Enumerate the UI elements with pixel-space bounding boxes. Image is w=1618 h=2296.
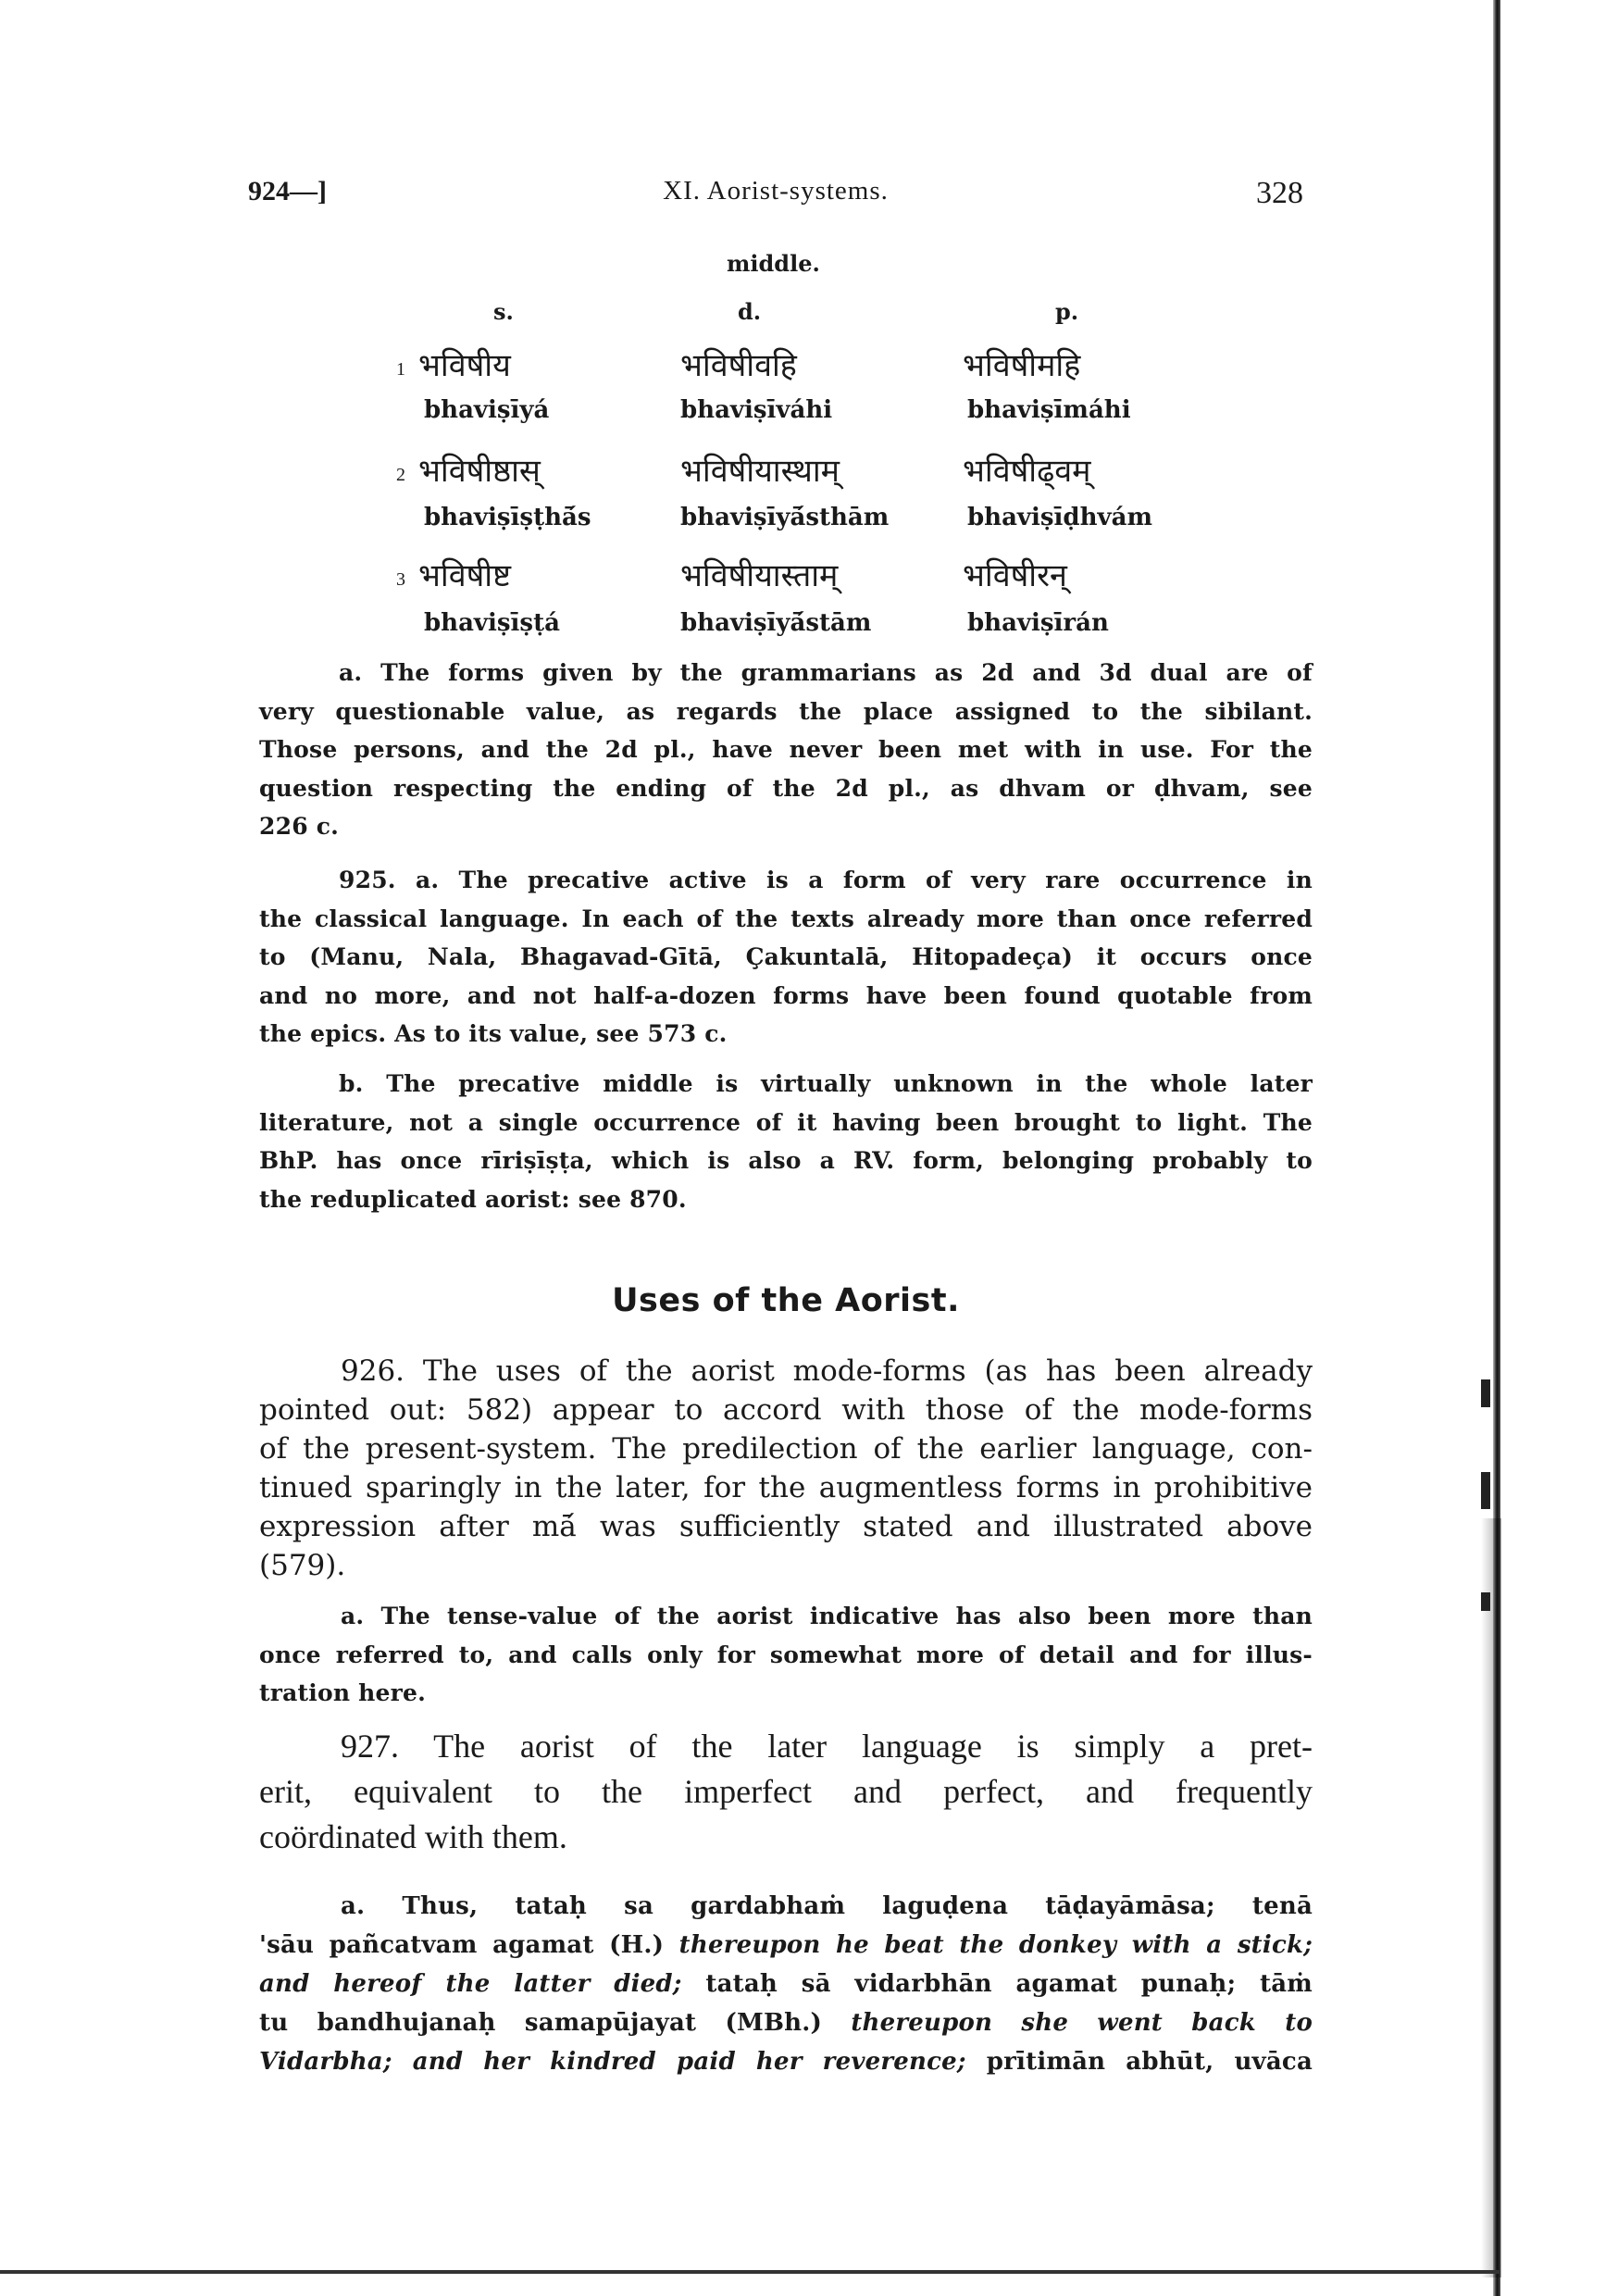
- text-line: the epics. As to its value, see 573 c.: [259, 1020, 728, 1047]
- text-line: once referred to, and calls only for somewhat more of detail and for illus-: [259, 1641, 1313, 1668]
- paradigm-table: [380, 250, 1213, 648]
- text-line: [259, 1926, 1313, 1965]
- edge-mark: [1481, 1592, 1490, 1611]
- sanskrit-text: 'sāu pañcatvam agamat (H.): [259, 1931, 665, 1959]
- transliteration: bhaviṣīyā́sthām: [680, 504, 890, 531]
- person-number: 2: [396, 465, 405, 485]
- page-edge-shadow: [1481, 1518, 1501, 2277]
- text-line: the classical language. In each of the texts already more than once referred: [259, 905, 1313, 932]
- text-line: a. Thus, tataḥ sa gardabhaṁ laguḍena tāḍayāmāsa; tenā: [341, 1892, 1313, 1920]
- text-line: (579).: [259, 1549, 346, 1582]
- translation-text: thereupon she went back to: [851, 2009, 1313, 2037]
- text-line: b. The precative middle is virtually unknown in the whole later: [339, 1070, 1313, 1097]
- text-line: very questionable value, as regards the place assigned to the sibilant.: [259, 697, 1313, 725]
- page-edge-bottom: [0, 2270, 1500, 2274]
- text-line: BhP. has once rīriṣīṣṭa, which is also a RV. form, belonging probably to: [259, 1147, 1313, 1174]
- text-line: the reduplicated aorist: see 870.: [259, 1185, 687, 1213]
- translation-text: and hereof the latter died;: [259, 1970, 682, 1998]
- text-line: literature, not a single occurrence of it having been brought to light. The: [259, 1108, 1313, 1136]
- column-head-singular: s.: [493, 298, 514, 325]
- text-line: erit, equivalent to the imperfect and perfect, and frequently: [259, 1773, 1313, 1810]
- running-title: XI. Aorist-systems.: [663, 176, 889, 206]
- transliteration: bhaviṣīyā́stām: [680, 609, 872, 637]
- text-line: a. The tense-value of the aorist indicative has also been more than: [341, 1603, 1313, 1629]
- text-line: and no more, and not half-a-dozen forms have been found quotable from: [259, 981, 1313, 1009]
- page-number: 328: [1256, 176, 1303, 210]
- edge-mark: [1481, 1379, 1490, 1407]
- running-head: [248, 176, 1303, 213]
- paragraph-926a: [259, 1597, 1313, 1713]
- translation-text: Vidarbha; and her kindred paid her reverence;: [259, 2048, 966, 2076]
- transliteration: bhaviṣīṣṭá: [424, 609, 560, 637]
- text-line: tration here.: [259, 1679, 426, 1706]
- sanskrit-text: tu bandhujanaḥ samapūjayat (MBh.): [259, 2009, 823, 2037]
- column-head-dual: d.: [738, 298, 762, 325]
- text-line: expression after mā́ was sufficiently stated and illustrated above: [259, 1510, 1313, 1543]
- paragraph-925a: [259, 861, 1313, 1054]
- text-line: coördinated with them.: [259, 1818, 567, 1855]
- person-number: 3: [396, 569, 405, 590]
- paragraph-927a: [259, 1887, 1313, 2081]
- transliteration: bhaviṣīṣṭhā́s: [424, 504, 591, 531]
- text-line: a. The forms given by the grammarians as 2d and 3d dual are of: [339, 659, 1313, 686]
- devanagari-form: भविषीमहि: [963, 347, 1081, 384]
- text-line: 226 c.: [259, 813, 340, 840]
- section-ref: 924—]: [248, 176, 327, 206]
- text-line: [259, 2042, 1313, 2081]
- text-line: 925. a. The precative active is a form of very rare occurrence in: [339, 867, 1313, 893]
- devanagari-form: भविषीष्ठास्: [418, 453, 541, 490]
- devanagari-form: भविषीयास्ताम्: [680, 557, 839, 594]
- text-line: [259, 2003, 1313, 2042]
- devanagari-form: भविषीष्ट: [418, 557, 511, 594]
- translation-text: thereupon he beat the donkey with a stick;: [678, 1931, 1313, 1959]
- paragraph-926: [259, 1352, 1313, 1585]
- paragraph-927: [259, 1724, 1313, 1860]
- voice-label: middle.: [727, 250, 820, 277]
- paragraph-925b: [259, 1065, 1313, 1218]
- devanagari-form: भविषीय: [418, 347, 511, 384]
- transliteration: bhaviṣīyá: [424, 396, 550, 424]
- section-heading: Uses of the Aorist.: [612, 1282, 960, 1319]
- column-head-plural: p.: [1055, 298, 1079, 325]
- transliteration: bhaviṣīváhi: [680, 396, 833, 424]
- text-line: of the present-system. The predilection of the earlier language, con-: [259, 1432, 1313, 1466]
- text-line: Those persons, and the 2d pl., have never been met with in use. For the: [259, 736, 1313, 763]
- devanagari-form: भविषीयास्थाम्: [680, 453, 840, 490]
- transliteration: bhaviṣīḍhvám: [967, 504, 1152, 531]
- devanagari-form: भविषीढ्वम्: [963, 453, 1091, 490]
- text-line: [259, 1965, 1313, 2003]
- transliteration: bhaviṣīmáhi: [967, 396, 1131, 424]
- person-number: 1: [396, 359, 405, 380]
- sanskrit-text: tataḥ sā vidarbhān agamat punaḥ; tāṁ: [705, 1970, 1313, 1998]
- text-line: pointed out: 582) appear to accord with those of the mode-forms: [259, 1393, 1313, 1427]
- text-line: tinued sparingly in the later, for the augmentless forms in prohibitive: [259, 1471, 1313, 1504]
- text-line: question respecting the ending of the 2d pl., as dhvam or ḍhvam, see: [259, 774, 1313, 802]
- transliteration: bhaviṣīrán: [967, 609, 1109, 637]
- devanagari-form: भविषीवहि: [680, 347, 797, 384]
- text-line: to (Manu, Nala, Bhagavad-Gītā, Çakuntalā, Hitopadeça) it occurs once: [259, 943, 1313, 970]
- paragraph-924a: [259, 654, 1313, 846]
- sanskrit-text: prītimān abhūt, uvāca: [986, 2048, 1313, 2076]
- text-line: 926. The uses of the aorist mode-forms (as has been already: [341, 1354, 1313, 1388]
- text-line: 927. The aorist of the later language is simply a pret-: [341, 1728, 1313, 1765]
- edge-mark: [1481, 1472, 1490, 1509]
- devanagari-form: भविषीरन्: [963, 557, 1067, 594]
